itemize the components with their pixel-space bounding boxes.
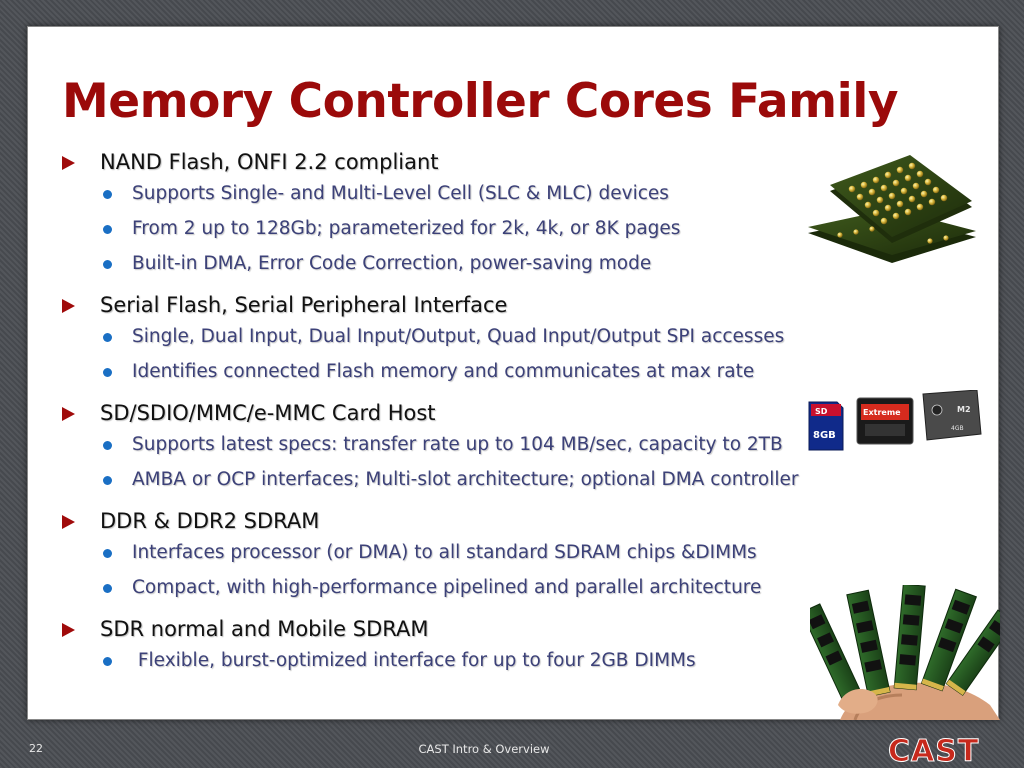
section-sd-card-host	[62, 399, 862, 431]
section-heading: DDR & DDR2 SDRAM	[100, 509, 320, 533]
footer-text: CAST Intro & Overview	[418, 742, 550, 756]
bullet-item	[62, 431, 862, 466]
bullet-item	[62, 180, 862, 215]
bullet-item	[62, 574, 862, 609]
bullet-item	[62, 215, 862, 250]
slide-footer	[0, 734, 1024, 768]
dot-bullet-icon	[103, 584, 112, 593]
bullet-item	[62, 358, 862, 393]
bullet-text: Built-in DMA, Error Code Correction, power-saving mode	[132, 253, 652, 274]
section-heading: Serial Flash, Serial Peripheral Interface	[100, 293, 508, 317]
svg-text:4GB: 4GB	[951, 425, 964, 432]
bullet-text: Supports latest specs: transfer rate up to 104 MB/sec, capacity to 2TB	[132, 434, 783, 455]
dot-bullet-icon	[103, 260, 112, 269]
section-heading: NAND Flash, ONFI 2.2 compliant	[100, 150, 439, 174]
dot-bullet-icon	[103, 476, 112, 485]
svg-text:8GB: 8GB	[813, 430, 836, 441]
section-sdr-sdram	[62, 615, 862, 647]
section-ddr-sdram	[62, 507, 862, 539]
bullet-item	[62, 323, 862, 358]
bullet-item	[62, 466, 862, 501]
triangle-bullet-icon	[62, 156, 75, 170]
section-serial-flash	[62, 291, 862, 323]
svg-text:SD: SD	[815, 407, 828, 416]
bullet-item	[62, 250, 862, 285]
slide-content	[62, 148, 862, 682]
triangle-bullet-icon	[62, 299, 75, 313]
dot-bullet-icon	[103, 225, 112, 234]
bullet-text: Interfaces processor (or DMA) to all standard SDRAM chips &DIMMs	[132, 542, 757, 563]
section-heading: SDR normal and Mobile SDRAM	[100, 617, 429, 641]
svg-text:Extreme: Extreme	[863, 408, 901, 417]
cf-card-icon	[857, 398, 913, 444]
m2-card-icon	[923, 390, 981, 440]
dot-bullet-icon	[103, 441, 112, 450]
svg-text:CAST: CAST	[888, 734, 980, 766]
bullet-text: Single, Dual Input, Dual Input/Output, Quad Input/Output SPI accesses	[132, 326, 785, 347]
triangle-bullet-icon	[62, 623, 75, 637]
dot-bullet-icon	[103, 190, 112, 199]
dot-bullet-icon	[103, 549, 112, 558]
bullet-text: From 2 up to 128Gb; parameterized for 2k, 4k, or 8K pages	[132, 218, 681, 239]
cast-logo-icon	[886, 734, 998, 766]
dot-bullet-icon	[103, 368, 112, 377]
bullet-text: Supports Single- and Multi-Level Cell (SLC & MLC) devices	[132, 183, 669, 204]
sd-card-icon	[809, 402, 843, 450]
page-number: 22	[29, 742, 43, 755]
svg-text:M2: M2	[957, 405, 971, 414]
bullet-text: Identifies connected Flash memory and communicates at max rate	[132, 361, 755, 382]
bullet-text: AMBA or OCP interfaces; Multi-slot architecture; optional DMA controller	[132, 469, 799, 490]
bullet-text: Flexible, burst-optimized interface for up to four 2GB DIMMs	[132, 650, 696, 671]
bullet-item	[62, 539, 862, 574]
section-heading: SD/SDIO/MMC/e-MMC Card Host	[100, 401, 436, 425]
memory-cards-image	[805, 390, 985, 455]
dimm-modules-image	[810, 585, 1000, 720]
triangle-bullet-icon	[62, 515, 75, 529]
slide-title: Memory Controller Cores Family	[62, 74, 898, 129]
triangle-bullet-icon	[62, 407, 75, 421]
dot-bullet-icon	[103, 657, 112, 666]
dot-bullet-icon	[103, 333, 112, 342]
bullet-item	[62, 647, 862, 682]
bullet-text: Compact, with high-performance pipelined and parallel architecture	[132, 577, 762, 598]
section-nand-flash	[62, 148, 862, 180]
nand-chip-image	[800, 155, 980, 275]
